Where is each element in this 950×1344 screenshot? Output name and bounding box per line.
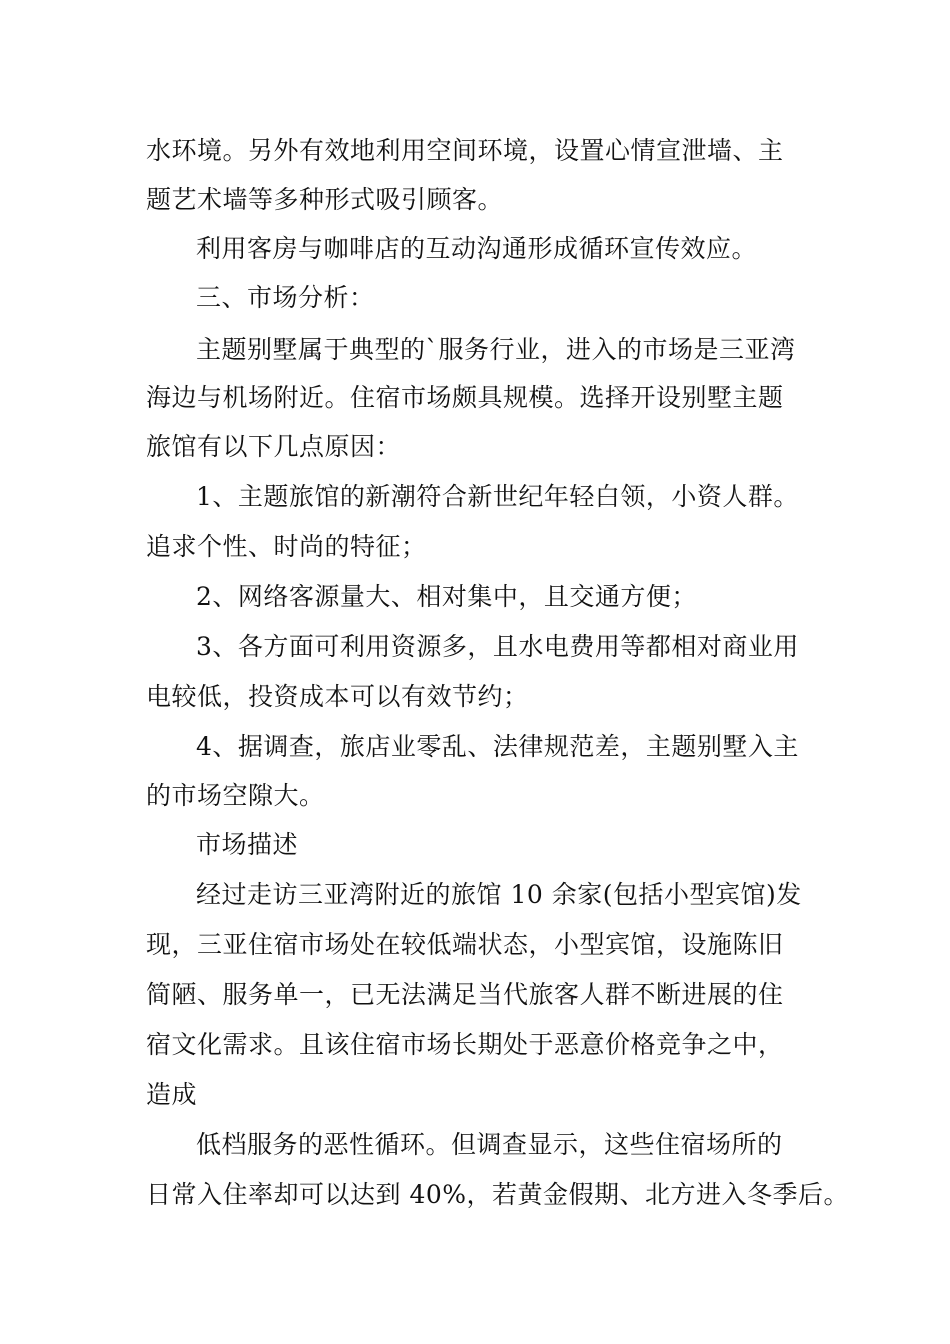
list-item: 1、主题旅馆的新潮符合新世纪年轻白领，小资人群。 bbox=[196, 482, 799, 511]
paragraph-line: 主题别墅属于典型的`服务行业，进入的市场是三亚湾 bbox=[196, 335, 796, 364]
section-heading: 三、市场分析： bbox=[196, 283, 375, 312]
text-line: 旅馆有以下几点原因： bbox=[146, 432, 402, 461]
subheading: 市场描述 bbox=[196, 830, 299, 859]
paragraph-line: 利用客房与咖啡店的互动沟通形成循环宣传效应。 bbox=[196, 234, 758, 263]
text-line: 造成 bbox=[146, 1080, 198, 1109]
list-item: 3、各方面可利用资源多，且水电费用等都相对商业用 bbox=[196, 632, 799, 661]
text-line: 追求个性、时尚的特征； bbox=[146, 532, 427, 561]
text-line: 现，三亚住宿市场处在较低端状态，小型宾馆，设施陈旧 bbox=[146, 930, 784, 959]
text-line: 日常入住率却可以达到 40%，若黄金假期、北方进入冬季后。 bbox=[146, 1180, 850, 1209]
list-item: 4、据调查，旅店业零乱、法律规范差，主题别墅入主 bbox=[196, 732, 799, 761]
text-line: 电较低，投资成本可以有效节约； bbox=[146, 682, 529, 711]
text-line: 简陋、服务单一，已无法满足当代旅客人群不断进展的住 bbox=[146, 980, 784, 1009]
text-line: 的市场空隙大。 bbox=[146, 781, 325, 810]
text-line: 题艺术墙等多种形式吸引顾客。 bbox=[146, 185, 504, 214]
text-line: 水环境。另外有效地利用空间环境，设置心情宣泄墙、主 bbox=[146, 136, 784, 165]
paragraph-line: 经过走访三亚湾附近的旅馆 10 余家(包括小型宾馆)发 bbox=[196, 880, 802, 909]
paragraph-line: 低档服务的恶性循环。但调查显示，这些住宿场所的 bbox=[196, 1130, 783, 1159]
text-line: 海边与机场附近。住宿市场颇具规模。选择开设别墅主题 bbox=[146, 383, 784, 412]
text-line: 宿文化需求。且该住宿市场长期处于恶意价格竞争之中， bbox=[146, 1030, 784, 1059]
list-item: 2、网络客源量大、相对集中，且交通方便； bbox=[196, 582, 697, 611]
